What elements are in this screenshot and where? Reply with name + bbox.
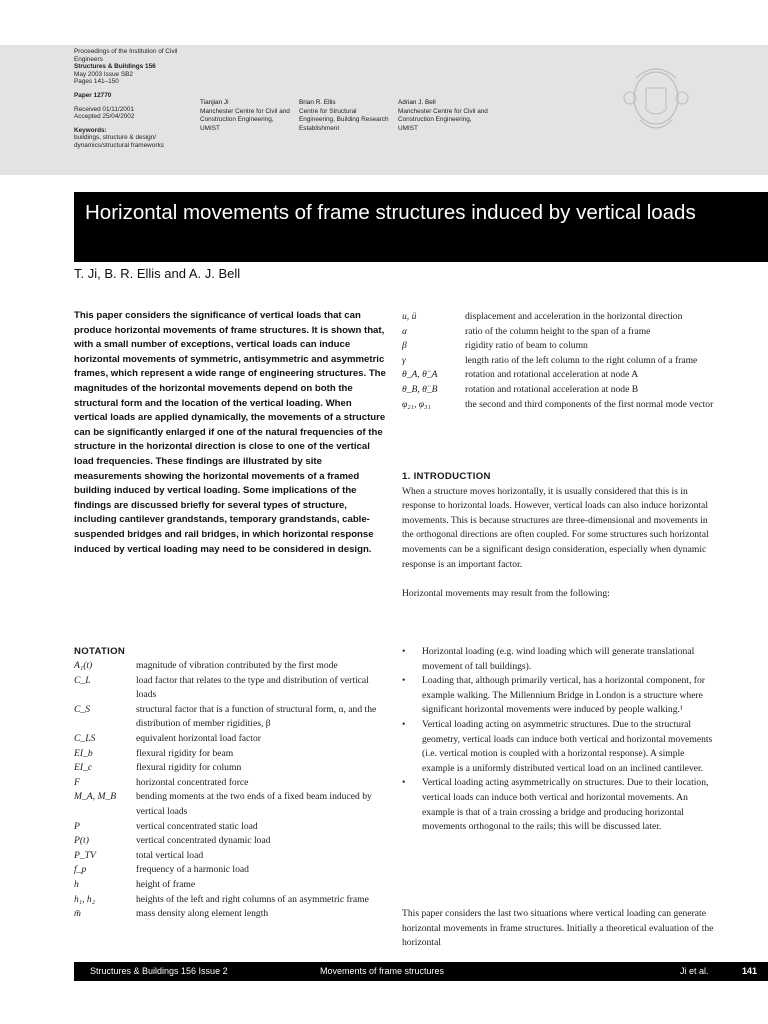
bullet-icon: • <box>402 675 406 687</box>
notation-definition: rigidity ratio of beam to column <box>465 340 588 352</box>
notation-symbol: θ_A, θ̈_A <box>402 369 438 381</box>
notation-definition: bending moments at the two ends of a fixed beam induced by vertical loads <box>136 791 372 817</box>
footer-journal: Structures & Buildings 156 Issue 2 <box>90 966 228 976</box>
closing-paragraph: This paper considers the last two situations where vertical loading can generate horizontal movements in frame structures. Initially a theoretical evaluation of the horizontal <box>402 908 714 949</box>
author-name: Brian R. Ellis <box>299 99 336 106</box>
notation-item <box>402 383 714 398</box>
list-item <box>402 674 714 718</box>
notation-definition: length ratio of the left column to the right column of a frame <box>465 354 698 366</box>
notation-symbol: h <box>74 878 79 890</box>
list-item-text: Loading that, although primarily vertical, has a horizontal component, for example walking. The Millennium Bridge in London is a structure where significant horizontal movements were induced by people walking.¹ <box>422 675 705 716</box>
notation-item <box>74 834 386 849</box>
introduction-section <box>402 470 714 601</box>
list-item-text: Vertical loading acting asymmetrically on structures. Due to their location, vertical loads can induce both vertical and horizontal movements. An example is that of a train crossing a bridge and producing horizontal movements orthogonal to the rails; this will be discussed later. <box>422 777 709 833</box>
notation-item <box>74 907 386 922</box>
author-block <box>398 99 490 133</box>
author-affiliation: Manchester Centre for Civil and Construction Engineering, UMIST <box>398 107 488 132</box>
issue-line: May 2003 Issue SB2 <box>74 70 133 78</box>
footer-authors: Ji et al. <box>680 966 709 976</box>
notation-item <box>74 776 386 791</box>
closing-section <box>402 907 714 951</box>
notation-definition: frequency of a harmonic load <box>136 864 249 876</box>
list-item-text: Horizontal loading (e.g. wind loading which will generate translational movement of tall buildings). <box>422 646 695 672</box>
notation-definition: load factor that relates to the type and distribution of vertical loads <box>136 674 369 701</box>
proceedings-line: Proceedings of the Institution of Civil Engineers <box>74 48 178 63</box>
paper-number: Paper 12770 <box>74 91 112 99</box>
notation-symbol: P(t) <box>74 835 89 847</box>
notation-symbol: A₁(t) <box>74 660 93 671</box>
publication-meta <box>74 48 190 150</box>
notation-definition: vertical concentrated dynamic load <box>136 835 271 847</box>
notation-definition: heights of the left and right columns of an asymmetric frame <box>136 893 369 905</box>
notation-symbol: P <box>74 820 80 832</box>
notation-definition: displacement and acceleration in the horizontal direction <box>465 311 683 322</box>
notation-item <box>74 863 386 878</box>
notation-symbol: EI_c <box>74 762 93 774</box>
notation-definition: horizontal concentrated force <box>136 776 249 788</box>
notation-definition: total vertical load <box>136 849 204 861</box>
notation-heading: NOTATION <box>74 646 126 657</box>
notation-item <box>74 659 386 674</box>
paper-title: Horizontal movements of frame structures induced by vertical loads <box>85 201 696 224</box>
notation-definition: equivalent horizontal load factor <box>136 732 261 744</box>
notation-symbol: α <box>402 325 408 337</box>
notation-definition: flexural rigidity for column <box>136 762 242 774</box>
notation-item <box>74 747 386 762</box>
author-name: Adrian J. Bell <box>398 99 436 106</box>
notation-definition: magnitude of vibration contributed by the first mode <box>136 660 338 671</box>
notation-item <box>74 732 386 747</box>
notation-item <box>74 878 386 893</box>
list-item <box>402 645 714 674</box>
notation-definition: rotation and rotational acceleration at node A <box>465 369 639 381</box>
notation-symbol: m̄ <box>74 908 81 920</box>
notation-symbol: F <box>74 776 80 788</box>
page-footer <box>74 962 768 981</box>
introduction-heading: 1. INTRODUCTION <box>402 471 491 482</box>
notation-symbol: u, ü <box>402 311 417 322</box>
notation-item <box>402 354 714 369</box>
notation-section <box>74 645 386 922</box>
notation-definition: rotation and rotational acceleration at node B <box>465 383 639 395</box>
notation-list-continued <box>402 310 714 412</box>
bullet-icon: • <box>402 777 406 789</box>
notation-item <box>402 368 714 383</box>
pages-line: Pages 141–150 <box>74 78 119 86</box>
notation-definition: mass density along element length <box>136 908 269 920</box>
notation-symbol: φ₂₁, φ₃₁ <box>402 398 431 410</box>
notation-list <box>74 659 386 922</box>
notation-definition: vertical concentrated static load <box>136 820 258 832</box>
keywords-label: Keywords: <box>74 126 107 134</box>
list-item-text: Vertical loading acting on asymmetric structures. Due to the structural geometry, vertical loads can induce both vertical and horizontal movements (i.e. vertical motion is coupled with a horizontal response). A simple example is a uniformly distributed vertical load on an inclined cantilever. <box>422 718 713 774</box>
author-name: Tianjian Ji <box>200 99 229 106</box>
author-affiliation: Centre for Structural Engineering, Building Research Establishment <box>299 107 389 132</box>
author-byline: T. Ji, B. R. Ellis and A. J. Bell <box>74 266 241 281</box>
journal-line: Structures & Buildings 156 <box>74 63 156 71</box>
notation-symbol: C_S <box>74 703 90 715</box>
notation-symbol: M_A, M_B <box>74 791 117 803</box>
author-affiliation: Manchester Centre for Civil and Construction Engineering, UMIST <box>200 107 290 132</box>
notation-definition: flexural rigidity for beam <box>136 747 234 759</box>
title-banner <box>74 192 768 262</box>
footer-title: Movements of frame structures <box>320 966 445 976</box>
intro-paragraph: When a structure moves horizontally, it is usually considered that this is in response to horizontal loads. However, vertical loads can also induce horizontal movements. This is because structures are three-dimensional and movements in the orthogonal directions are often coupled. For some structures such horizontal movements can be a significant design consideration, especially when dynamic response is an important factor. <box>402 485 709 570</box>
author-block <box>200 99 292 133</box>
received-date: Received 01/11/2001 <box>74 105 134 113</box>
notation-item <box>74 849 386 864</box>
notation-symbol: f_p <box>74 864 87 876</box>
notation-symbol: EI_b <box>74 747 93 759</box>
notation-item <box>74 674 386 703</box>
notation-symbol: β <box>402 340 407 352</box>
list-item <box>402 718 714 776</box>
notation-symbol: C_L <box>74 674 91 686</box>
notation-definition: structural factor that is a function of structural form, α, and the distribution of member rigidities, β <box>136 703 377 730</box>
notation-item <box>402 339 714 354</box>
notation-item <box>74 820 386 835</box>
notation-symbol: P_TV <box>74 849 96 861</box>
notation-item <box>402 310 714 325</box>
list-item <box>402 776 714 834</box>
author-block <box>299 99 391 133</box>
notation-symbol: h₁, h₂ <box>74 893 96 905</box>
institution-crest-icon <box>620 58 692 138</box>
bullet-icon: • <box>402 646 406 657</box>
notation-definition: the second and third components of the first normal mode vector <box>465 398 714 410</box>
notation-definition: height of frame <box>136 878 196 890</box>
bullet-list <box>402 645 714 835</box>
intro-paragraph: Horizontal movements may result from the following: <box>402 587 610 599</box>
notation-definition: ratio of the column height to the span of a frame <box>465 325 651 337</box>
notation-item <box>74 790 386 819</box>
notation-item <box>74 761 386 776</box>
page-number: 141 <box>742 966 758 976</box>
bullet-icon: • <box>402 718 406 730</box>
notation-symbol: θ_B, θ̈_B <box>402 383 438 395</box>
notation-item <box>74 893 386 908</box>
notation-item <box>402 398 714 413</box>
notation-symbol: C_LS <box>74 732 96 744</box>
notation-item <box>74 703 386 732</box>
abstract: This paper considers the significance of vertical loads that can produce horizontal movements of frame structures. It is shown that, with a small number of exceptions, vertical loads can induce horizontal movements of symmetric, antisymmetric and asymmetric frames, which represent a wide range of engineering structures. The magnitudes of the horizontal movements depend on both the structural form and the location of the vertical loading. When vertical loads are applied dynamically, the movements of a structure can be significantly enlarged if one of the natural frequencies of the structure in the horizontal direction is close to one of the vertical load frequencies. These findings are illustrated by site measurements showing the horizontal movements of a framed building induced by vertical loading. Some implications of the findings are discussed briefly for several types of structure, including cantilever grandstands, temporary grandstands, cable-suspended bridges and rail bridges, in which horizontal response induced by vertical loading may need to be considered in design. <box>74 310 386 555</box>
notation-item <box>402 325 714 340</box>
accepted-date: Accepted 25/04/2002 <box>74 113 135 121</box>
notation-symbol: γ <box>402 354 406 366</box>
keywords-text: buildings, structure & design/ dynamics/structural frameworks <box>74 134 164 149</box>
